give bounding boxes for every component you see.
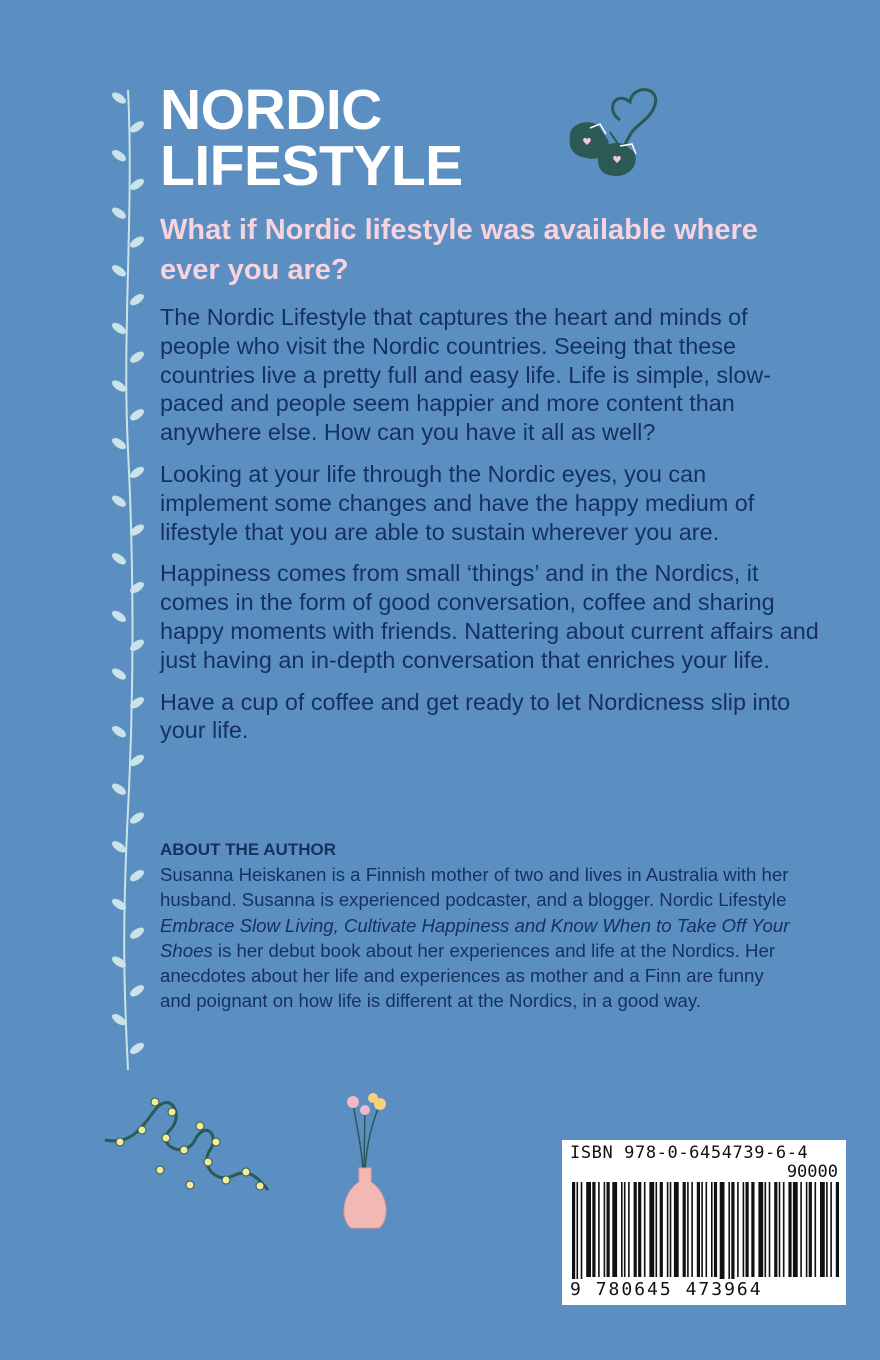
barcode-bar	[720, 1182, 725, 1294]
barcode-bar	[598, 1182, 600, 1277]
vine-leaf	[128, 983, 146, 999]
barcode-bar	[621, 1182, 623, 1277]
vine-leaf	[128, 177, 146, 193]
barcode-bar	[826, 1182, 828, 1277]
blurb-paragraph-1: The Nordic Lifestyle that captures the heart and minds of people who visit the Nordic countries. Seeing that these countries live a pretty full and easy life. Life is simple, slow-paced and people seem happier and more content than anywhere else. How can you have it all as well?	[160, 304, 772, 446]
vine-leaf	[128, 868, 146, 884]
book-subtitle: Embrace Slow Living, Cultivate Happiness and Know When to Take Off Your Shoes	[160, 914, 790, 961]
blurb-paragraph-4: Have a cup of coffee and get ready to let Nordicness slip into your life.	[160, 688, 791, 744]
barcode-bar	[649, 1182, 654, 1277]
about-the-author	[160, 838, 790, 1014]
isbn-barcode	[562, 1140, 846, 1305]
barcode-bar	[774, 1182, 777, 1277]
barcode-bar	[788, 1182, 791, 1277]
string-lights-icon	[100, 1090, 270, 1200]
author-heading: ABOUT THE AUTHOR	[160, 840, 336, 859]
barcode-bar	[746, 1182, 749, 1277]
vine-leaf	[110, 609, 128, 625]
title-line-1: NORDIC	[160, 78, 382, 142]
ean-right-group: 473964	[685, 1279, 763, 1300]
barcode-bar	[656, 1182, 658, 1277]
author-bio-end: is her debut book about her experiences and life at the Nordics. Her anecdotes about her life and experiences as mother and a Finn are funny and poignant on how life is different at the Nordics, in a good way.	[160, 939, 776, 1012]
vine-leaf	[128, 465, 146, 481]
vine-leaf	[128, 234, 146, 250]
barcode-bar	[800, 1182, 802, 1277]
vine-leaf	[110, 436, 128, 452]
barcode-bar	[758, 1182, 763, 1277]
barcode-bar	[701, 1182, 703, 1277]
barcode-bar	[743, 1182, 745, 1277]
vine-leaf	[110, 551, 128, 567]
vine-leaf	[110, 205, 128, 221]
barcode-bar	[607, 1182, 610, 1277]
barcode-bar	[638, 1182, 641, 1277]
barcode-bar	[697, 1182, 700, 1277]
barcode-bar	[586, 1182, 591, 1277]
author-bio-start: Susanna Heiskanen is a Finnish mother of two and lives in Australia with her husband. Susanna is experienced podcaster, and a blogger. Nordic Lifestyle	[160, 864, 789, 911]
barcode-bar	[572, 1182, 575, 1294]
vine-leaf	[110, 666, 128, 682]
vine-leaf	[110, 321, 128, 337]
barcode-bar	[731, 1182, 734, 1294]
blurb-paragraph-2: Looking at your life through the Nordic eyes, you can implement some changes and have the happy medium of lifestyle that you are able to sustain wherever you are.	[160, 460, 755, 545]
vine-leaf	[128, 637, 146, 653]
barcode-bar	[634, 1182, 637, 1277]
price-code: 90000	[786, 1162, 838, 1182]
barcode-bar	[793, 1182, 798, 1277]
vine-leaf	[110, 378, 128, 394]
blurb-paragraph-3: Happiness comes from small ‘things’ and in the Nordics, it comes in the form of good conversation, coffee and sharing happy moments with friends. Nattering about current affairs and just having an in-depth conversation that enriches your life.	[160, 560, 819, 673]
author-bio	[160, 862, 790, 1014]
barcode-bar	[820, 1182, 825, 1277]
barcode-bar	[806, 1182, 808, 1277]
vine-leaf	[128, 580, 146, 596]
barcode-bar	[687, 1182, 689, 1277]
vine-leaf	[128, 349, 146, 365]
barcode-bar	[783, 1182, 785, 1277]
barcode-bar	[683, 1182, 686, 1277]
barcode-bar	[592, 1182, 595, 1277]
barcode-bar	[714, 1182, 717, 1277]
barcode-bar	[751, 1182, 754, 1277]
barcode-bar	[830, 1182, 832, 1277]
barcode-bar	[706, 1182, 708, 1277]
barcode-bar	[667, 1182, 669, 1277]
vine-leaf	[110, 493, 128, 509]
barcode-bar	[674, 1182, 679, 1277]
barcode-bar	[624, 1182, 626, 1277]
barcode-bar	[691, 1182, 693, 1277]
blurb	[160, 303, 820, 758]
flower-vase-icon	[335, 1090, 395, 1240]
barcode-bar	[711, 1182, 713, 1277]
barcode-bar	[628, 1182, 630, 1277]
barcode-bar	[728, 1182, 730, 1294]
vine-decoration-icon	[104, 90, 152, 1070]
isbn-number: ISBN 978-0-6454739-6-4	[570, 1143, 809, 1163]
mittens-icon	[560, 80, 670, 190]
title-line-2: LIFESTYLE	[160, 134, 463, 198]
barcode-bar	[779, 1182, 781, 1277]
barcode-bar	[809, 1182, 812, 1277]
ean-digits	[570, 1279, 763, 1300]
barcode-bar	[604, 1182, 606, 1277]
vine-leaf	[110, 263, 128, 279]
vine-leaf	[110, 148, 128, 164]
vine-leaf	[110, 781, 128, 797]
vine-leaf	[128, 292, 146, 308]
barcode-bar	[765, 1182, 767, 1277]
barcode-bar	[644, 1182, 646, 1277]
barcode-bar	[815, 1182, 817, 1277]
barcode-bar	[670, 1182, 672, 1277]
vine-leaf	[128, 407, 146, 423]
vine-leaf	[110, 724, 128, 740]
barcode-bar	[577, 1182, 579, 1294]
ean-first-digit: 9	[570, 1279, 583, 1300]
ean-left-group: 780645	[595, 1279, 673, 1300]
vine-leaf	[128, 119, 146, 135]
barcode-bar	[581, 1182, 583, 1294]
barcode-bar	[660, 1182, 663, 1277]
vine-leaf	[128, 1041, 146, 1057]
tagline-question: What if Nordic lifestyle was available where ever you are?	[160, 214, 758, 286]
barcode-bar	[769, 1182, 771, 1277]
barcode-bar	[836, 1182, 839, 1277]
vine-leaf	[128, 925, 146, 941]
book-title	[160, 78, 520, 198]
barcode-bar	[612, 1182, 617, 1277]
vine-leaf	[110, 90, 128, 106]
vine-leaf	[128, 810, 146, 826]
barcode-bar	[737, 1182, 739, 1277]
